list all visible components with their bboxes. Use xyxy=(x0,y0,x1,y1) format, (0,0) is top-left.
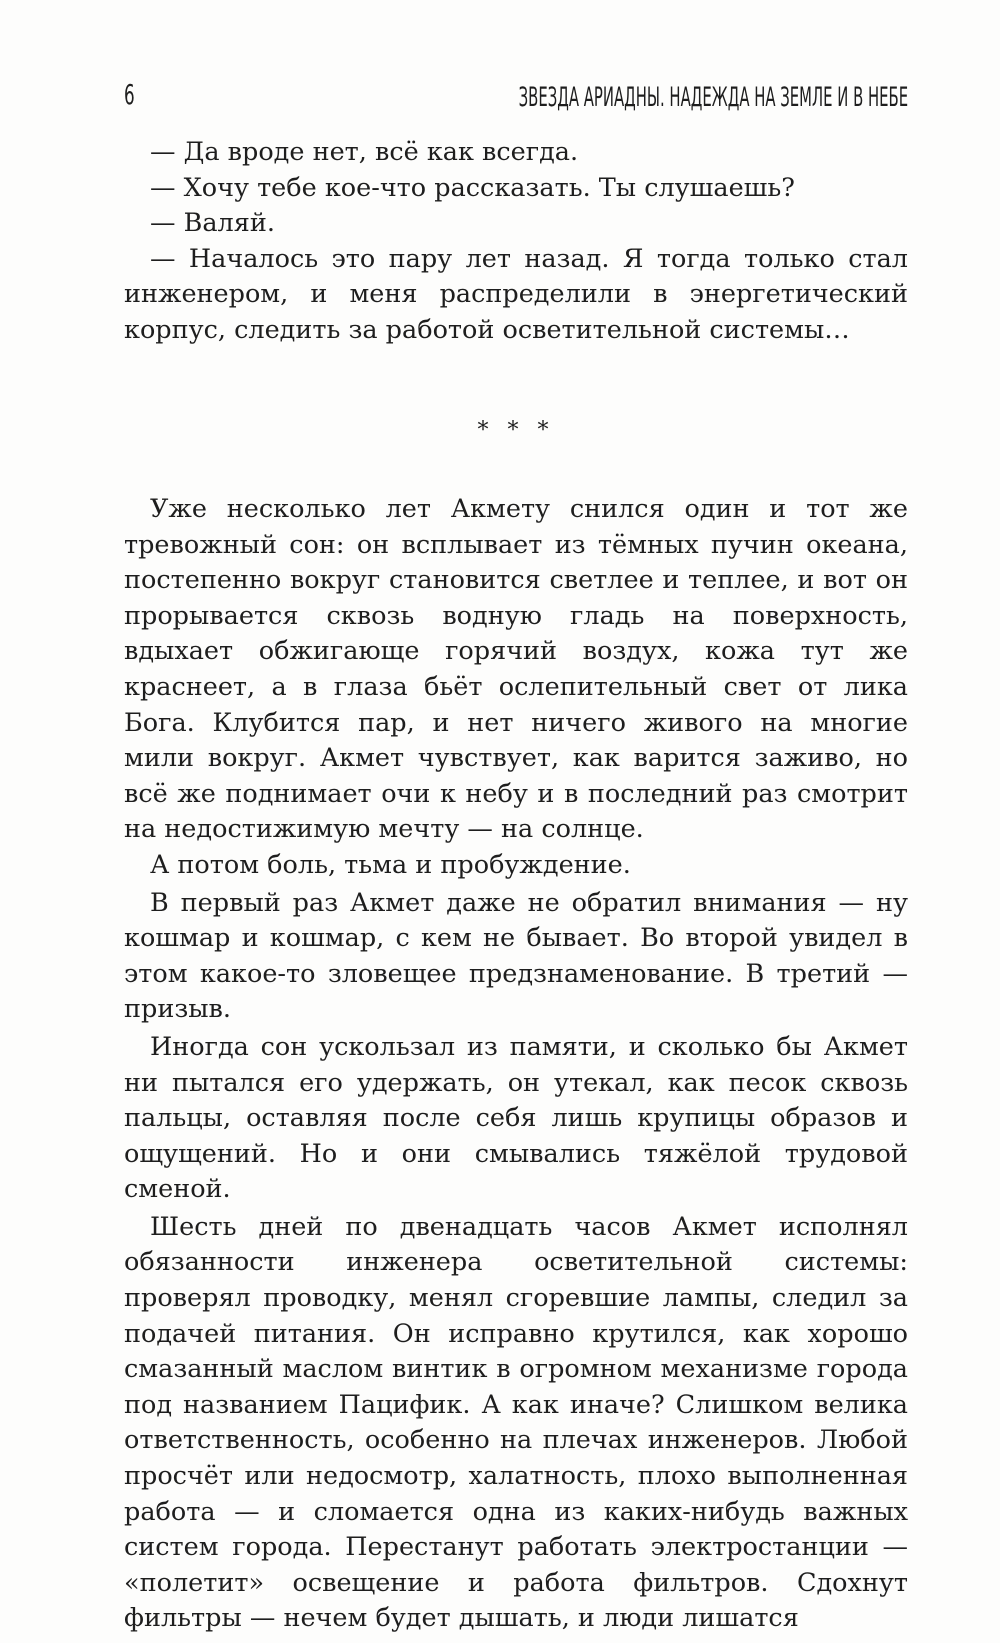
book-title: ЗВЕЗДА АРИАДНЫ. НАДЕЖДА НА ЗЕМЛЕ И В НЕБЕ xyxy=(518,82,908,113)
running-head xyxy=(124,78,908,118)
paragraph: А потом боль, тьма и пробуждение. xyxy=(150,849,631,880)
paragraph: Шесть дней по двенадцать часов Акмет исполнял обязанности инженера осветительной системы: проверял проводку, менял сгоревшие лампы, следил за подачей питания. Он исправно крутился, как хорошо смазанный маслом винтик в огромном механизме города под названием Пацифик. А как иначе? Слишком велика ответственность, особенно на плечах инженеров. Любой просчёт или недосмотр, халатность, плохо выполненная работа — и сломается одна из каких-нибудь важных систем города. Перестанут работать электростанции — «полетит» освещение и работа фильтров. Сдохнут фильтры — нечем будет дышать, и люди лишатся xyxy=(124,1211,908,1634)
narrative-block xyxy=(124,492,908,1637)
dialogue-line: — Началось это пару лет назад. Я тогда только стал инженером, и меня распределили в энергетический корпус, следить за работой осветительной системы… xyxy=(124,243,908,345)
dialogue-block xyxy=(124,135,908,348)
page-number: 6 xyxy=(124,78,135,111)
dialogue-line: — Валяй. xyxy=(150,208,275,238)
dialogue-line: — Хочу тебе кое-что рассказать. Ты слушаешь? xyxy=(150,172,795,203)
paragraph: Уже несколько лет Акмету снился один и тот же тревожный сон: он всплывает из тёмных пучин океана, постепенно вокруг становится светлее и теплее, и вот он прорывается сквозь водную гладь на поверхность, вдыхает обжигающе горячий воздух, кожа тут же краснеет, а в глаза бьёт ослепительный свет от лика Бога. Клубится пар, и нет ничего живого на многие мили вокруг. Акмет чувствует, как варится заживо, но всё же поднимает очи к небу и в последний раз смотрит на недостижимую мечту — на солнце. xyxy=(124,494,908,845)
paragraph: Иногда сон ускользал из памяти, и сколько бы Акмет ни пытался его удержать, он утекал, как песок сквозь пальцы, оставляя после себя лишь крупицы образов и ощущений. Но и они смывались тяжёлой трудовой сменой. xyxy=(124,1031,908,1205)
dialogue-line: — Да вроде нет, всё как всегда. xyxy=(150,137,579,167)
section-separator: * * * xyxy=(477,418,555,443)
paragraph: В первый раз Акмет даже не обратил внимания — ну кошмар и кошмар, с кем не бывает. Во второй увидел в этом какое-то зловещее предзнаменование. В третий — призыв. xyxy=(124,887,908,1025)
